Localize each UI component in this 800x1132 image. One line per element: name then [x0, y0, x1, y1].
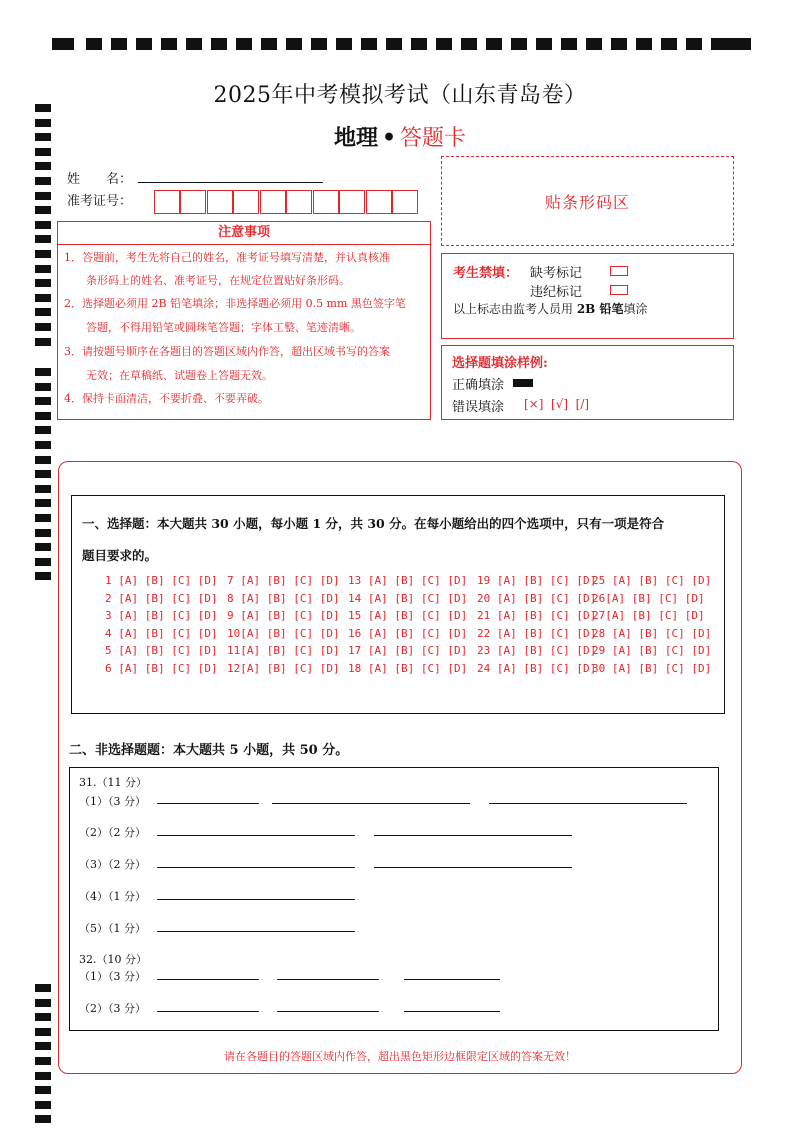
answer-line[interactable]	[157, 979, 259, 980]
timing-mark	[35, 323, 51, 331]
title-dot: •	[381, 125, 397, 151]
proctor-note-bold: 2B 铅笔	[576, 302, 624, 316]
choice-option-row[interactable]: 1 [A] [B] [C] [D]	[105, 574, 218, 587]
subject-name: 地理	[333, 125, 378, 151]
exam-title: 2025年中考模拟考试（山东青岛卷）	[213, 83, 587, 108]
choice-option-row[interactable]: 4 [A] [B] [C] [D]	[105, 626, 218, 640]
id-box[interactable]	[339, 190, 365, 214]
timing-marks-left	[0, 0, 60, 1132]
choice-option-row[interactable]: 30 [A] [B] [C] [D]	[592, 662, 712, 675]
choice-option-row[interactable]: 22 [A] [B] [C] [D]	[477, 626, 597, 640]
choice-option-row[interactable]: 9 [A] [B] [C] [D]	[227, 609, 340, 623]
choice-option-row[interactable]: 18 [A] [B] [C] [D]	[348, 662, 468, 675]
sample-heading: 选择题填涂样例:	[452, 356, 548, 371]
proctor-note	[453, 300, 648, 317]
choice-option-row[interactable]: 3 [A] [B] [C] [D]	[105, 609, 218, 623]
timing-mark	[35, 572, 51, 580]
timing-mark	[35, 1086, 51, 1094]
timing-mark	[35, 308, 51, 316]
name-field[interactable]	[138, 182, 323, 183]
choice-option-row[interactable]: 28 [A] [B] [C] [D]	[592, 626, 712, 640]
choice-option-row[interactable]: 5 [A] [B] [C] [D]	[105, 644, 218, 658]
card-label: 答题卡	[400, 126, 467, 151]
q31-part-label: （5）（1 分）	[79, 922, 146, 935]
choice-option-row[interactable]: 11[A] [B] [C] [D]	[227, 644, 340, 658]
timing-mark	[35, 1072, 51, 1080]
choice-option-row[interactable]: 19 [A] [B] [C] [D]	[477, 574, 597, 587]
footer-warning: 请在各题目的答题区域内作答，超出黑色矩形边框限定区域的答案无效！	[224, 1050, 576, 1063]
name-label: 姓 名：	[67, 172, 133, 187]
section2-heading: 二、非选择题题：本大题共 5 小题，共 50 分。	[69, 743, 349, 758]
choice-option-row[interactable]: 8 [A] [B] [C] [D]	[227, 591, 340, 605]
timing-mark	[35, 984, 51, 992]
choice-option-row[interactable]: 13 [A] [B] [C] [D]	[348, 574, 468, 587]
id-box[interactable]	[392, 190, 418, 214]
choice-option-row[interactable]: 26[A] [B] [C] [D]	[592, 591, 705, 605]
timing-mark	[35, 543, 51, 551]
id-box[interactable]	[286, 190, 312, 214]
timing-mark	[35, 558, 51, 566]
timing-mark	[35, 470, 51, 478]
timing-mark	[35, 397, 51, 405]
choice-option-row[interactable]: 16 [A] [B] [C] [D]	[348, 626, 468, 640]
notice-line: 3．请按题号顺序在各题目的答题区域内作答，超出区域书写的答案	[64, 345, 390, 358]
choice-option-row[interactable]: 7 [A] [B] [C] [D]	[227, 574, 340, 587]
timing-mark	[35, 265, 51, 273]
timing-mark	[35, 368, 51, 376]
timing-mark	[35, 206, 51, 214]
answer-line[interactable]	[157, 835, 355, 836]
timing-mark	[35, 485, 51, 493]
violation-label: 违纪标记	[530, 285, 583, 300]
timing-mark	[35, 412, 51, 420]
choice-option-row[interactable]: 6 [A] [B] [C] [D]	[105, 662, 218, 675]
timing-mark	[35, 338, 51, 346]
timing-mark	[35, 250, 51, 258]
barcode-area	[441, 156, 734, 246]
absent-mark-box[interactable]	[610, 263, 628, 278]
timing-mark	[35, 162, 51, 170]
answer-line[interactable]	[404, 979, 500, 980]
timing-mark	[35, 999, 51, 1007]
wrong-label: 错误填涂	[452, 400, 505, 415]
proctor-note-suffix: 填涂	[623, 302, 648, 316]
section1-line2: 题目要求的。	[82, 548, 158, 563]
answer-line[interactable]	[157, 899, 355, 900]
q32-label: 32.（10 分）	[79, 953, 147, 966]
answer-line[interactable]	[277, 979, 379, 980]
answer-line[interactable]	[157, 867, 355, 868]
timing-mark	[35, 426, 51, 434]
timing-mark	[35, 499, 51, 507]
timing-marks-top	[52, 38, 752, 50]
id-box[interactable]	[207, 190, 233, 214]
answer-line[interactable]	[157, 803, 259, 804]
choice-option-row[interactable]: 2 [A] [B] [C] [D]	[105, 591, 218, 605]
id-box[interactable]	[233, 190, 259, 214]
nonchoice-section	[69, 767, 719, 1031]
q31-part-label: （1）（3 分）	[79, 795, 146, 808]
absent-label: 缺考标记	[530, 266, 583, 281]
timing-mark	[35, 1115, 51, 1123]
choice-section	[71, 495, 725, 714]
timing-mark	[35, 1028, 51, 1036]
timing-mark	[35, 441, 51, 449]
q32-part-label: （1）（3 分）	[79, 970, 146, 983]
timing-mark	[35, 529, 51, 537]
choice-option-row[interactable]: 24 [A] [B] [C] [D]	[477, 662, 597, 675]
q31-part-label: （2）（2 分）	[79, 826, 146, 839]
choice-option-row[interactable]: 23 [A] [B] [C] [D]	[477, 644, 597, 658]
notice-line: 2．选择题必须用 2B 铅笔填涂；非选择题必须用 0.5 mm 黑色签字笔	[64, 297, 406, 310]
choice-option-row[interactable]: 14 [A] [B] [C] [D]	[348, 591, 468, 605]
timing-mark	[35, 1013, 51, 1021]
q31-part-label: （4）（1 分）	[79, 890, 146, 903]
violation-mark-box[interactable]	[610, 282, 628, 297]
section1-line1: 一、选择题：本大题共 30 小题，每小题 1 分，共 30 分。在每小题给出的四个选项中，只有一项是符合	[82, 516, 665, 531]
answer-line[interactable]	[489, 803, 687, 804]
subject-title	[0, 121, 800, 152]
choice-option-row[interactable]: 20 [A] [B] [C] [D]	[477, 591, 597, 605]
id-box[interactable]	[366, 190, 392, 214]
q32-part-label: （2）（3 分）	[79, 1002, 146, 1015]
answer-line[interactable]	[157, 1011, 259, 1012]
answer-line[interactable]	[374, 835, 572, 836]
answer-line[interactable]	[374, 867, 572, 868]
proctor-note-prefix: 以上标志由监考人员用	[453, 302, 577, 316]
choice-option-row[interactable]: 29 [A] [B] [C] [D]	[592, 644, 712, 658]
notice-box	[57, 221, 431, 420]
notice-line: 4．保持卡面清洁，不要折叠、不要弄破。	[64, 392, 269, 405]
timing-mark	[35, 221, 51, 229]
choice-option-row[interactable]: 15 [A] [B] [C] [D]	[348, 609, 468, 623]
answer-line[interactable]	[404, 1011, 500, 1012]
answer-line[interactable]	[157, 931, 355, 932]
timing-mark	[35, 383, 51, 391]
id-box[interactable]	[154, 190, 180, 214]
notice-heading: 注意事项	[58, 222, 430, 245]
id-box[interactable]	[313, 190, 339, 214]
choice-option-row[interactable]: 12[A] [B] [C] [D]	[227, 662, 340, 675]
answer-line[interactable]	[277, 1011, 379, 1012]
timing-mark	[35, 1101, 51, 1109]
timing-mark	[35, 456, 51, 464]
correct-label: 正确填涂	[452, 378, 505, 393]
choice-option-row[interactable]: 21 [A] [B] [C] [D]	[477, 609, 597, 623]
timing-mark	[35, 235, 51, 243]
timing-mark	[35, 192, 51, 200]
choice-option-row[interactable]: 17 [A] [B] [C] [D]	[348, 644, 468, 658]
correct-fill-mark	[513, 379, 533, 387]
answer-line[interactable]	[272, 803, 470, 804]
notice-line: 答题，不得用铅笔或圆珠笔答题；字体工整、笔迹清晰。	[64, 321, 361, 334]
q31-part-label: （3）（2 分）	[79, 858, 146, 871]
barcode-label: 贴条形码区	[544, 192, 630, 212]
proctor-label: 考生禁填：	[453, 266, 519, 281]
id-label: 准考证号：	[67, 194, 133, 209]
proctor-box	[441, 253, 734, 339]
choice-option-row[interactable]: 27[A] [B] [C] [D]	[592, 609, 705, 623]
timing-mark	[35, 279, 51, 287]
id-box[interactable]	[180, 190, 206, 214]
timing-mark	[35, 177, 51, 185]
timing-mark	[35, 294, 51, 302]
timing-mark	[35, 514, 51, 522]
fill-sample-box	[441, 345, 734, 420]
choice-option-row[interactable]: 10[A] [B] [C] [D]	[227, 626, 340, 640]
notice-line: 1．答题前，考生先将自己的姓名，准考证号填写清楚，并认真核准	[64, 251, 390, 264]
wrong-marks: [×] [√] [/]	[524, 397, 590, 411]
notice-line: 无效；在草稿纸、试题卷上答题无效。	[64, 369, 273, 382]
notice-line: 条形码上的姓名、准考证号，在规定位置贴好条形码。	[64, 274, 350, 287]
q31-label: 31.（11 分）	[79, 776, 147, 789]
id-box[interactable]	[260, 190, 286, 214]
choice-option-row[interactable]: 25 [A] [B] [C] [D]	[592, 574, 712, 587]
